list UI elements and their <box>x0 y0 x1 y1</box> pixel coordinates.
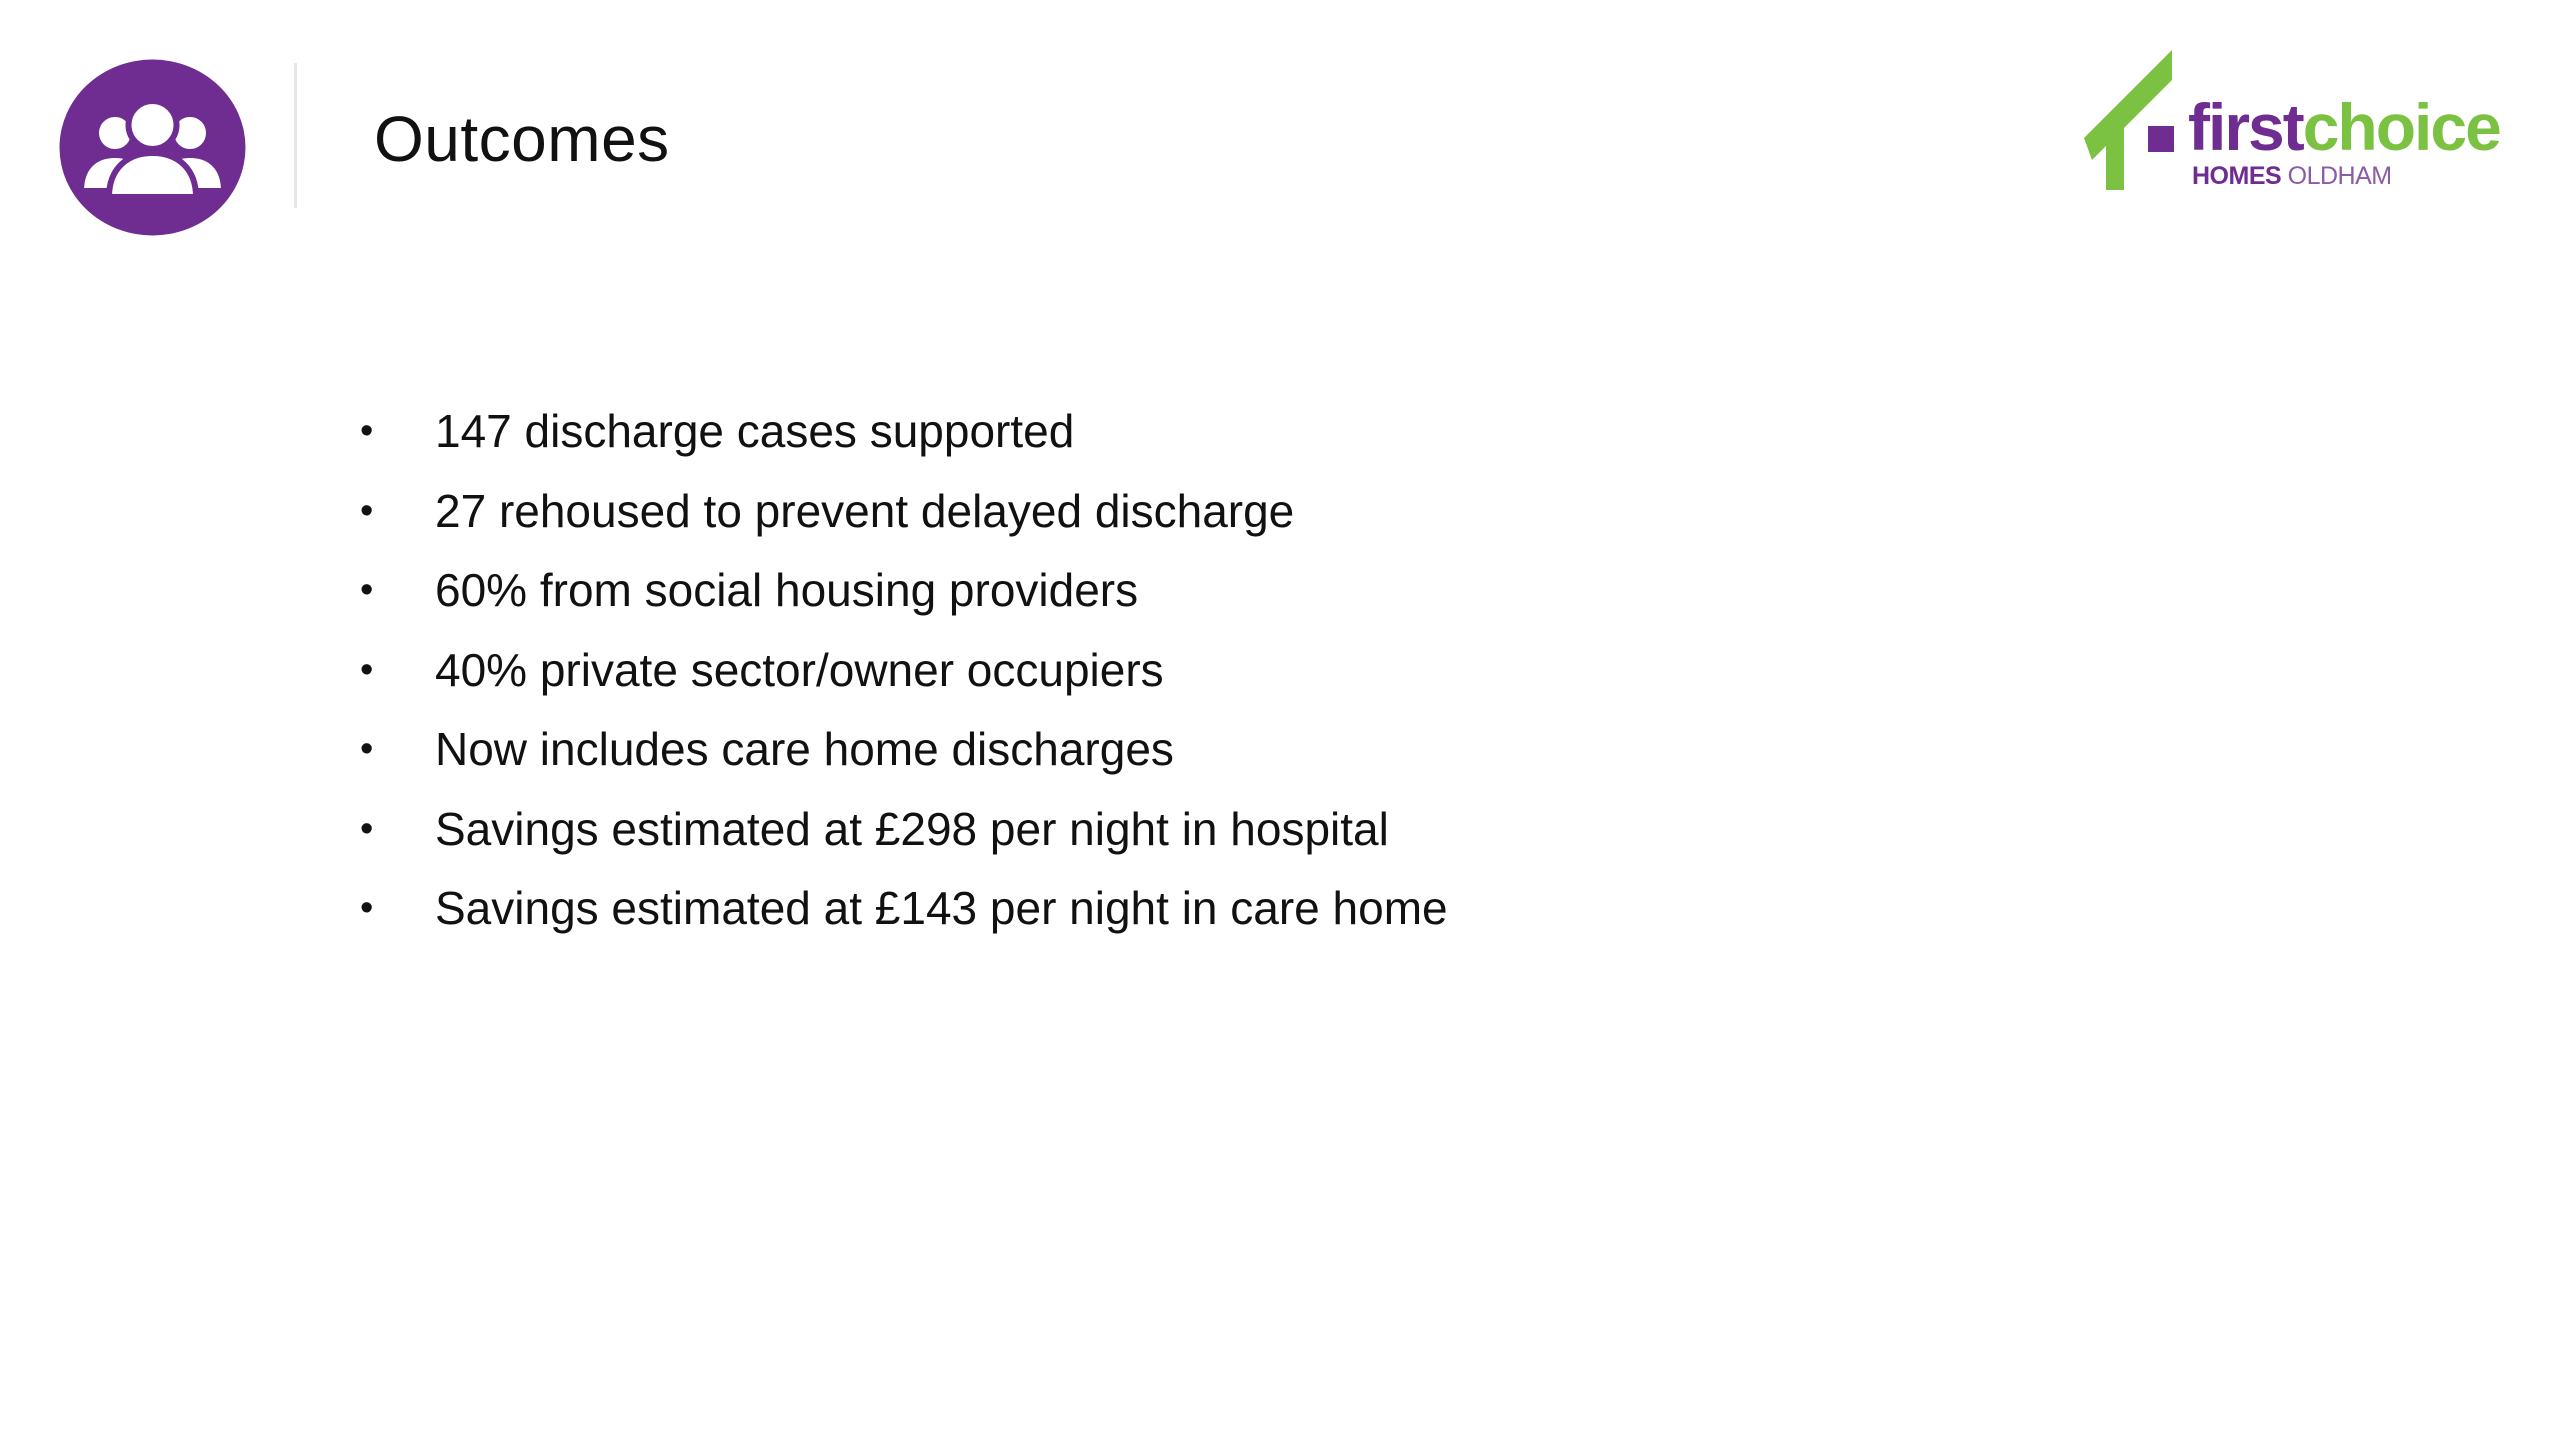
logo-wordmark <box>2188 90 2500 164</box>
people-group-icon <box>59 59 246 236</box>
logo-sub-location: OLDHAM <box>2287 162 2392 190</box>
bullet-dot: • <box>360 648 374 691</box>
bullet-dot: • <box>360 728 374 770</box>
logo-word-first: first <box>2188 90 2303 164</box>
logo-subtitle <box>2192 164 2392 189</box>
list-item-text: Savings estimated at £143 per night in care home <box>435 882 1448 934</box>
header-divider <box>294 63 297 208</box>
bullet-dot: • <box>360 569 374 611</box>
page-title: Outcomes <box>374 103 670 175</box>
list-item-text: 40% private sector/owner occupiers <box>435 643 1164 696</box>
bullet-dot: • <box>360 807 374 850</box>
logo-sub-homes: HOMES <box>2192 162 2282 190</box>
bullet-dot: • <box>360 887 374 929</box>
list-item-text: 60% from social housing providers <box>435 564 1139 616</box>
logo-word-choice: choice <box>2302 90 2500 164</box>
list-item-text: Now includes care home discharges <box>435 723 1174 775</box>
list-item-text: 147 discharge cases supported <box>435 405 1075 457</box>
list-item-text: Savings estimated at £298 per night in hospital <box>435 802 1389 855</box>
firstchoice-homes-logo <box>2084 50 2500 200</box>
bullet-dot: • <box>360 410 374 452</box>
list-item-text: 27 rehoused to prevent delayed discharge <box>435 484 1295 537</box>
bullet-dot: • <box>360 489 374 532</box>
